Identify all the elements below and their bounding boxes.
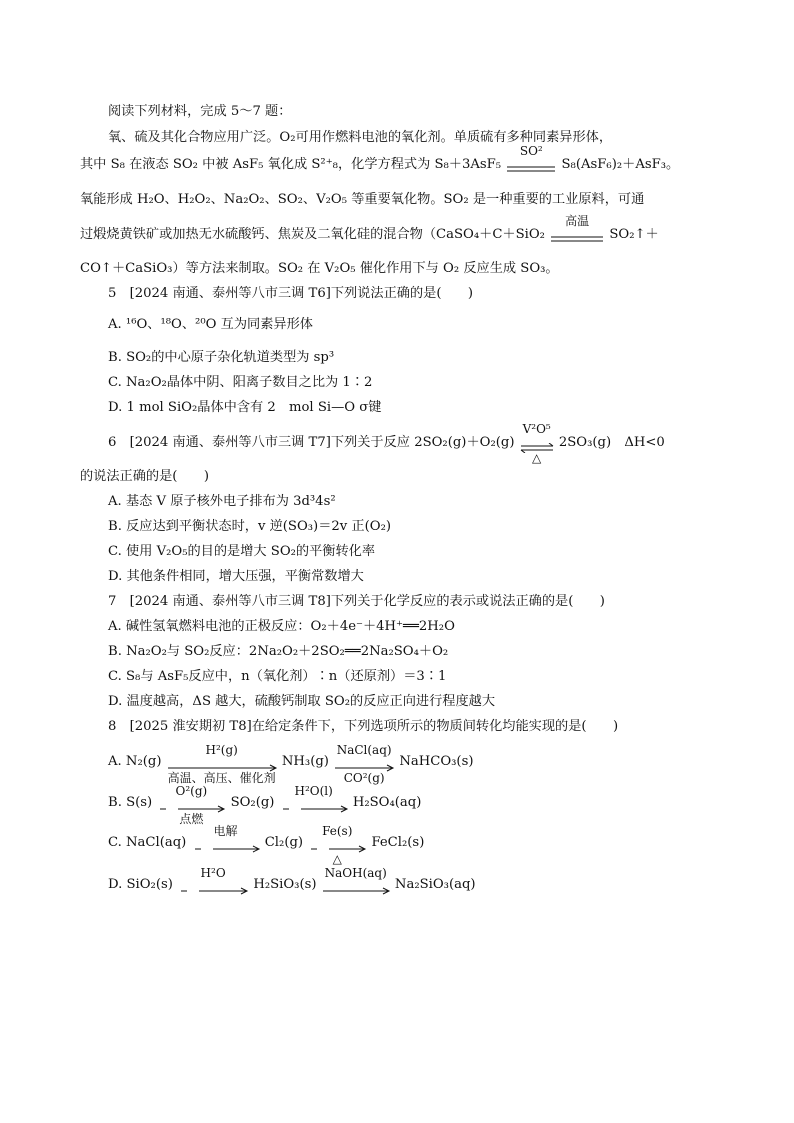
species: FeCl₂(s) <box>371 835 425 850</box>
species: NaHCO₃(s) <box>399 754 474 769</box>
material-line-2a: 其中 S₈ 在液态 SO₂ 中被 AsF₅ 氧化成 S²⁺₈，化学方程式为 S₈＋3AsF₅ <box>80 157 502 172</box>
conversion-arrow <box>156 784 226 826</box>
species: D. SiO₂(s) <box>108 877 173 892</box>
arrow-icon <box>321 887 391 895</box>
equilibrium-arrow <box>519 422 555 465</box>
reagent-label: CO²(g) <box>343 771 385 785</box>
species: B. S(s) <box>108 795 153 810</box>
species: NH₃(g) <box>281 754 329 769</box>
question-7-option-c: C. S₈与 AsF₅反应中，n（氧化剂）∶n（还原剂）＝3∶1 <box>108 669 447 684</box>
question-5-option-a: A. ¹⁶O、¹⁸O、²⁰O 互为同素异形体 <box>108 317 313 332</box>
question-5-option-b: B. SO₂的中心原子杂化轨道类型为 sp³ <box>108 350 335 365</box>
species: SO₂(g) <box>230 795 275 810</box>
condition-label: 高温、高压、催化剂 <box>167 771 276 785</box>
question-6-stem-b: 2SO₃(g) ΔH<0 <box>558 435 665 450</box>
reaction-arrow-1 <box>505 144 557 175</box>
reagent-label: Fe(s) <box>322 824 353 838</box>
reagent-label: H²O(l) <box>294 784 333 798</box>
material-heading: 阅读下列材料，完成 5～7 题： <box>108 104 292 119</box>
conversion-arrow <box>279 784 349 813</box>
reagent-label: H²(g) <box>205 743 238 757</box>
arrow-icon <box>191 845 261 853</box>
question-5-option-d: D. 1 mol SiO₂晶体中含有 2 mol Si—O σ键 <box>108 400 382 415</box>
question-8-option-a <box>108 743 474 785</box>
question-7-option-d: D. 温度越高，ΔS 越大，硫酸钙制取 SO₂的反应正向进行程度越大 <box>108 694 496 709</box>
double-line-icon <box>505 165 557 175</box>
condition-label: 电解 <box>213 824 238 838</box>
question-5-stem: 5 [2024 南通、泰州等八市三调 T6]下列说法正确的是( ) <box>108 286 474 301</box>
question-8-option-c <box>108 824 425 866</box>
reagent-label: H²O <box>200 866 226 880</box>
question-7-option-a: A. 碱性氢氧燃料电池的正极反应：O₂＋4e⁻＋4H⁺══2H₂O <box>108 619 455 634</box>
species: Na₂SiO₃(aq) <box>394 877 476 892</box>
question-6-option-d: D. 其他条件相同，增大压强，平衡常数增大 <box>108 569 364 584</box>
question-6-stem <box>108 422 665 465</box>
conversion-arrow <box>333 743 395 785</box>
question-6-option-b: B. 反应达到平衡状态时，v 逆(SO₃)＝2v 正(O₂) <box>108 519 391 534</box>
reagent-label: NaOH(aq) <box>324 866 387 880</box>
heat-label: △ <box>532 451 542 465</box>
reaction-condition: SO² <box>519 144 543 158</box>
question-6-stem-a: 6 [2024 南通、泰州等八市三调 T7]下列关于反应 2SO₂(g)＋O₂(g) <box>108 435 515 450</box>
conversion-arrow <box>166 743 278 785</box>
question-8-option-d <box>108 866 476 895</box>
double-line-icon <box>549 235 605 245</box>
arrow-icon <box>177 887 249 895</box>
catalyst-label: V²O⁵ <box>522 422 551 436</box>
species: C. NaCl(aq) <box>108 835 187 850</box>
conversion-arrow <box>177 866 249 895</box>
material-line-2 <box>80 144 680 175</box>
material-line-4b: SO₂↑＋ <box>609 227 659 242</box>
material-line-4a: 过煅烧黄铁矿或加热无水硫酸钙、焦炭及二氧化硅的混合物（CaSO₄＋C＋SiO₂ <box>80 227 545 242</box>
question-7-stem: 7 [2024 南通、泰州等八市三调 T8]下列关于化学反应的表示或说法正确的是( ) <box>108 594 605 609</box>
question-8-stem: 8 [2025 淮安期初 T8]在给定条件下，下列选项所示的物质间转化均能实现的是( ) <box>108 719 619 734</box>
material-line-4 <box>80 214 659 245</box>
conversion-arrow <box>191 824 261 853</box>
species: A. N₂(g) <box>108 754 162 769</box>
species: Cl₂(g) <box>264 835 304 850</box>
conversion-arrow <box>307 824 367 866</box>
species: H₂SiO₃(s) <box>253 877 317 892</box>
reagent-label: O²(g) <box>175 784 208 798</box>
heat-label: △ <box>332 852 342 866</box>
arrow-icon <box>279 805 349 813</box>
species: H₂SO₄(aq) <box>352 795 422 810</box>
condition-label: 点燃 <box>179 812 204 826</box>
material-line-2b: S₈(AsF₆)₂＋AsF₃。 <box>561 157 680 172</box>
conversion-arrow <box>321 866 391 895</box>
reaction-condition: 高温 <box>565 214 590 228</box>
question-6-stem-c: 的说法正确的是( ) <box>80 469 209 484</box>
material-line-5: CO↑＋CaSiO₃）等方法来制取。SO₂ 在 V₂O₅ 催化作用下与 O₂ 反应生成 SO₃。 <box>80 261 559 276</box>
question-6-option-c: C. 使用 V₂O₅的目的是增大 SO₂的平衡转化率 <box>108 544 376 559</box>
reaction-arrow-2 <box>549 214 605 245</box>
material-line-3: 氧能形成 H₂O、H₂O₂、Na₂O₂、SO₂、V₂O₅ 等重要氧化物。SO₂ 是一种重要的工业原料，可通 <box>80 192 645 207</box>
material-line-1: 氧、硫及其化合物应用广泛。O₂可用作燃料电池的氧化剂。单质硫有多种同素异形体， <box>108 130 613 145</box>
reagent-label: NaCl(aq) <box>336 743 392 757</box>
question-5-option-c: C. Na₂O₂晶体中阴、阳离子数目之比为 1∶2 <box>108 375 373 390</box>
question-7-option-b: B. Na₂O₂与 SO₂反应：2Na₂O₂＋2SO₂══2Na₂SO₄＋O₂ <box>108 644 449 659</box>
question-8-option-b <box>108 784 422 826</box>
question-6-option-a: A. 基态 V 原子核外电子排布为 3d³4s² <box>108 494 336 509</box>
